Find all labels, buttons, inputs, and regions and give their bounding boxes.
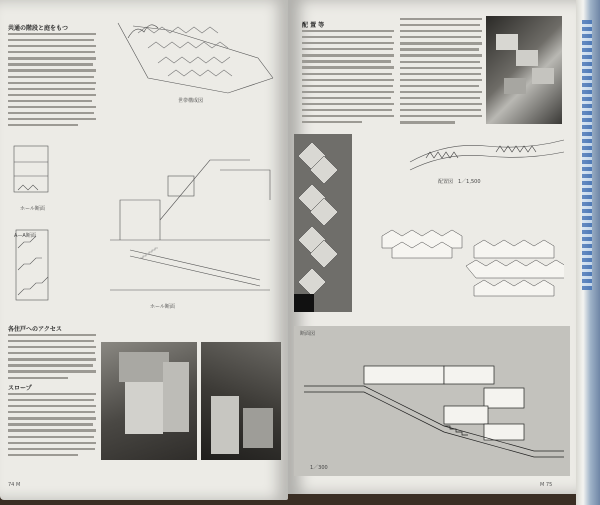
axonometric-overview-drawing [108,18,280,96]
placement-heading: 配 置 等 [302,22,325,29]
section-label-a: ホール断面 [20,206,45,212]
access-heading: 各住戸へのアクセス [8,326,62,333]
left-page [0,0,288,500]
overview-caption: 世帯構成図 [178,98,204,104]
courtyard-photo [101,342,197,460]
stair-photo [201,342,281,460]
isometric-units-drawing [374,196,564,312]
right-folio: M 75 [540,482,553,488]
site-plan-caption: 配置図 1／1,500 [438,179,481,185]
body-text-column [8,33,96,130]
model-photo [486,16,562,124]
section-drawing-panel [294,326,570,476]
left-folio: 74 M [8,482,21,488]
section-drawing-a [8,140,56,202]
vertical-plan-strip [294,134,352,312]
book-page-edges [576,0,600,505]
hall-section-label: ホール断面 [150,304,175,310]
placement-text-col1 [302,30,394,127]
slope-heading: スロープ [8,385,32,392]
section-label: 断面図 [300,331,316,337]
section-scale: 1／300 [310,465,328,471]
right-page [288,0,576,494]
hall-section-drawing [100,140,280,300]
slope-text [8,393,96,460]
access-text [8,334,96,383]
site-plan-drawing [406,132,568,174]
section-heading: 共通の階段と庭をもつ [8,25,69,32]
placement-text-col2 [400,18,482,127]
stair-section-label: A—A断面 [14,233,36,239]
